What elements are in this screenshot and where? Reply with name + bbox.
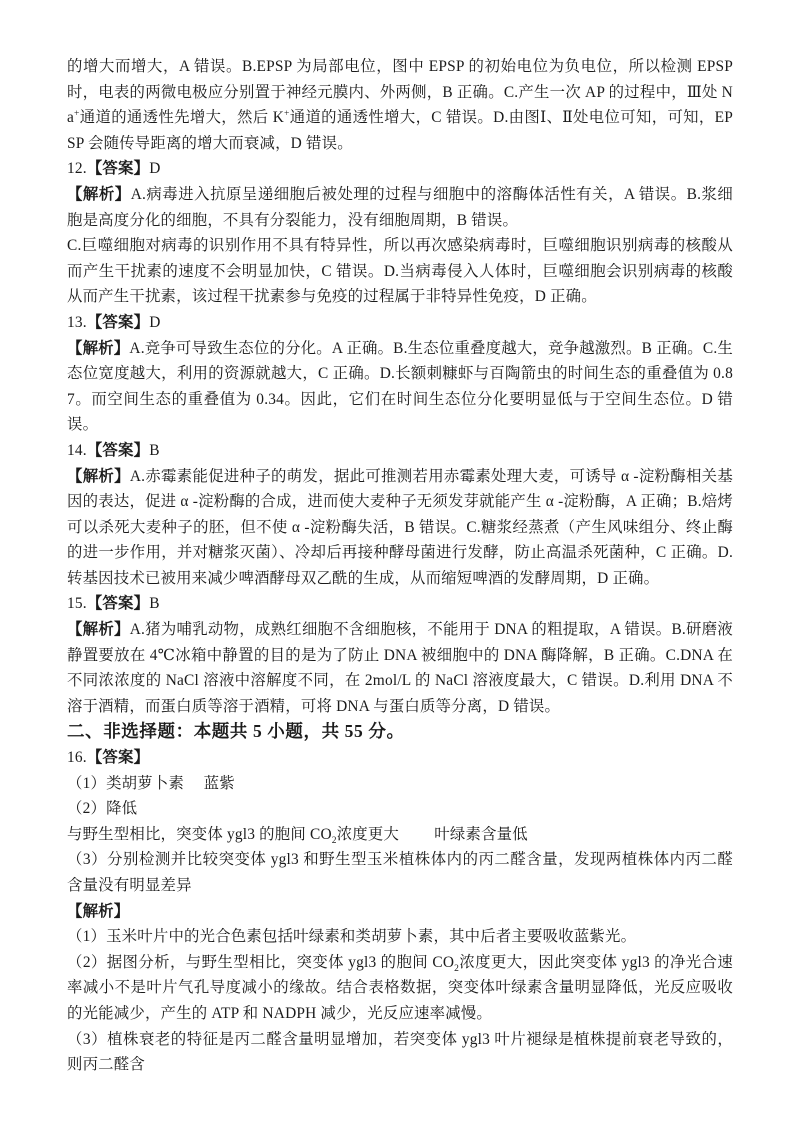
section-2-heading: 二、非选择题：本题共 5 小题，共 55 分。	[67, 721, 405, 742]
q16-analysis-part2: （2）据图分析，与野生型相比，突变体 ygl3 的胞间 $CO_2$浓度更大，因此突变体 ygl3 的净光合速率减小不是叶片气孔导度减小的缘故。结合表格数据，突变体叶绿素含量明显降低，光反应吸收的光能减少，产生的 ATP 和 NADPH 减少，光反应速率减慢。	[67, 953, 733, 1022]
q16-answer-part2: （2）降低	[67, 800, 138, 818]
q16-analysis-part3: （3）植株衰老的特征是丙二醛含量明显增加，若突变体 ygl3 叶片褪绿是植株提前衰老导致的，则丙二醛含	[67, 1030, 733, 1074]
q16-answer-part3: （3）分别检测并比较突变体 ygl3 和野生型玉米植株体内的丙二醛含量，发现两植株体内丙二醛含量没有明显差异	[67, 851, 733, 894]
q12-analysis-1: 【解析】A.病毒进入抗原呈递细胞后被处理的过程与细胞中的溶酶体活性有关，A 错误。B.浆细胞是高度分化的细胞，不具有分裂能力，没有细胞周期，B 错误。	[67, 185, 733, 229]
q13-answer: 13.【答案】D	[67, 313, 161, 331]
q14-analysis: 【解析】A.赤霉素能促进种子的萌发，据此可推测若用赤霉素处理大麦，可诱导 α -淀粉酶相关基因的表达，促进 α -淀粉酶的合成，进而使大麦种子无须发芽就能产生 α -淀粉酶，A 正确；B.焙烤可以杀死大麦种子的胚，但不使 α -淀粉酶失活，B 错误。C.糖浆经蒸煮（产生风味组分、终止酶的进一步作用，并对糖浆灭菌）、冷却后再接种酵母菌进行发酵，防止高温杀死菌种，C 正确。D.转基因技术已被用来减少啤酒酵母双乙酰的生成，从而缩短啤酒的发酵周期，D 正确。	[67, 467, 733, 587]
q16-analysis-part1: （1）玉米叶片中的光合色素包括叶绿素和类胡萝卜素，其中后者主要吸收蓝紫光。	[67, 928, 637, 946]
answer-key-content	[67, 54, 733, 1078]
q12-analysis-2: C.巨噬细胞对病毒的识别作用不具有特异性，所以再次感染病毒时，巨噬细胞识别病毒的核酸从而产生干扰素的速度不会明显加快，C 错误。D.当病毒侵入人体时，巨噬细胞会识别病毒的核酸从而产生干扰素，该过程干扰素参与免疫的过程属于非特异性免疫，D 正确。	[67, 237, 733, 306]
q15-analysis: 【解析】A.猪为哺乳动物，成熟红细胞不含细胞核，不能用于 DNA 的粗提取，A 错误。B.研磨液静置要放在 4℃冰箱中静置的目的是为了防止 DNA 被细胞中的 DNA 酶降解，B 正确。C.DNA 在不同浓浓度的 NaCl 溶液中溶解度不同，在 2mol/L 的 NaCl 溶液度最大，C 错误。D.利用 DNA 不溶于酒精，而蛋白质等溶于酒精，可将 DNA 与蛋白质等分离，D 错误。	[67, 621, 733, 715]
q16-analysis-label: 【解析】	[67, 902, 130, 920]
q12-answer: 12.【答案】D	[67, 160, 161, 178]
q14-answer: 14.【答案】B	[67, 441, 160, 459]
q16-answer-part1: （1）类胡萝卜素 蓝紫	[67, 774, 235, 792]
q13-analysis: 【解析】A.竞争可导致生态位的分化。A 正确。B.生态位重叠度越大，竞争越激烈。B 正确。C.生态位宽度越大，利用的资源就越大，C 正确。D.长额刺糠虾与百陶箭虫的时间生态的重叠值为 0.87。而空间生态的重叠值为 0.34。因此，它们在时间生态位分化要明显低与于空间生态位。D 错误。	[67, 339, 733, 434]
q16-answer-label: 16.【答案】	[67, 749, 150, 767]
q15-answer: 15.【答案】B	[67, 595, 160, 613]
q11-analysis-continued: 的增大而增大，A 错误。B.EPSP 为局部电位，图中 EPSP 的初始电位为负电位，所以检测 EPSP 时，电表的两微电极应分别置于神经元膜内、外两侧，B 正确。C.产生一次 AP 的过程中，Ⅲ处 Na+通道的通透性先增大，然后 K+通道的通透性增大，C 错误。D.由图Ⅰ、Ⅱ处电位可知，可知，EPSP 会随传导距离的增大而衰减，D 错误。	[67, 58, 733, 152]
q16-answer-part2-continued: 与野生型相比，突变体 ygl3 的胞间 $CO_2$浓度更大 叶绿素含量低	[67, 825, 528, 846]
